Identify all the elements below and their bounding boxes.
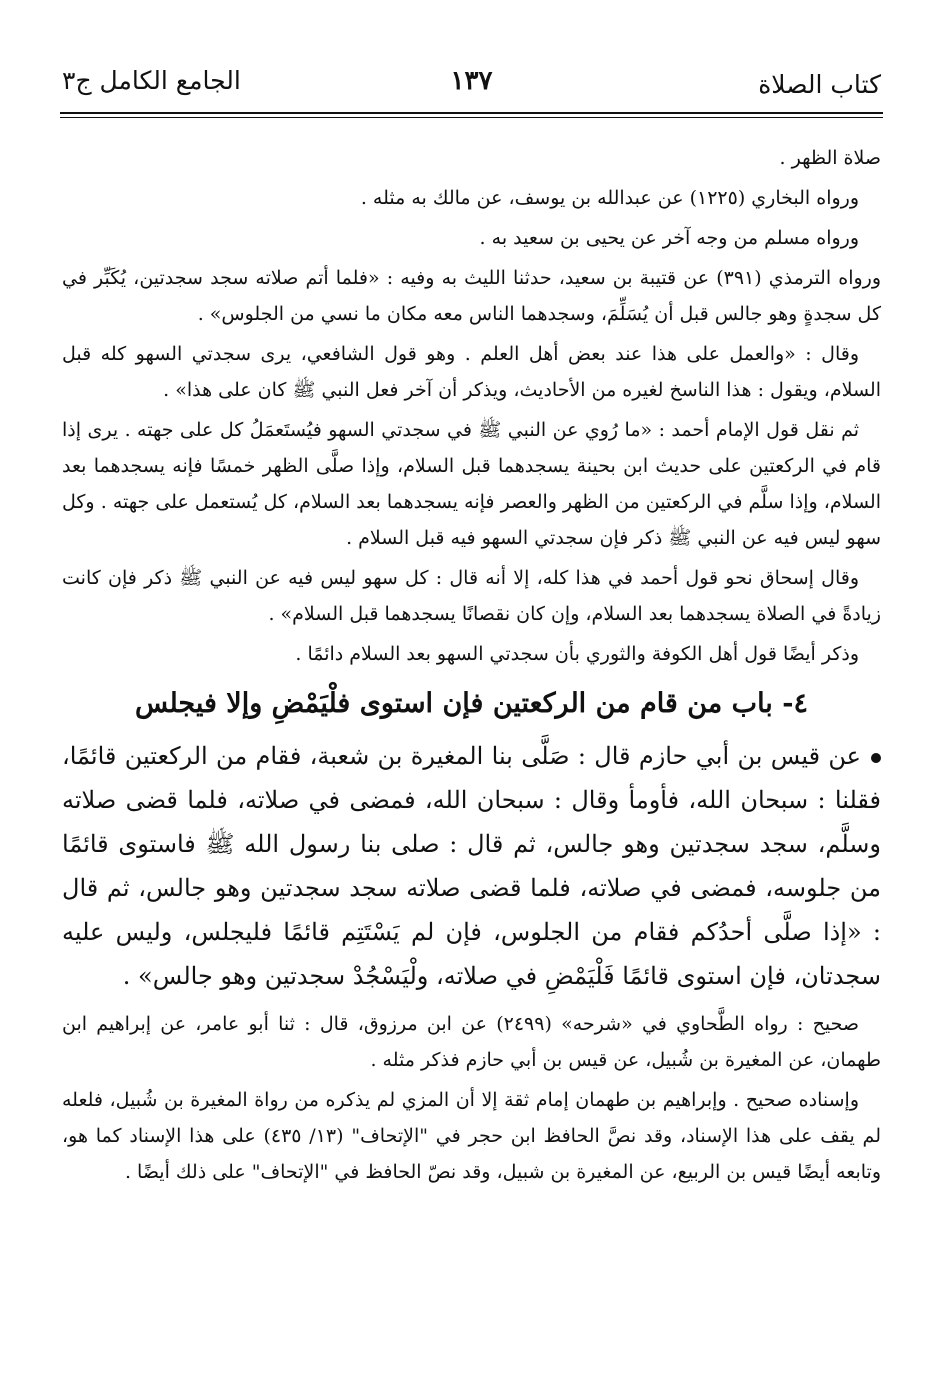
paragraph: ورواه الترمذي (٣٩١) عن قتيبة بن سعيد، حدثنا الليث به وفيه : «فلما أتم صلاته سجد سجدتين، يُكَبِّر في كل سجدةٍ وهو جالس قبل أن يُسَلِّمَ، وسجدهما الناس معه مكان ما نسي من الجلوس» . (62, 267, 881, 325)
chapter-heading: ٤- باب من قام من الركعتين فإن استوى فلْيَمْضِ وإلا فيجلس (135, 688, 808, 719)
page-number: ١٣٧ (450, 66, 493, 96)
bullet-icon (871, 753, 881, 763)
note-paragraph: صحيح : رواه الطَّحاوي في «شرحه» (٢٤٩٩) عن ابن مرزوق، قال : ثنا أبو عامر، عن إبراهيم ابن طهمان، عن المغيرة بن شُبيل، عن قيس بن أبي حازم فذكر مثله . (62, 1013, 881, 1071)
paragraph: وذكر أيضًا قول أهل الكوفة والثوري بأن سجدتي السهو بعد السلام دائمًا . (295, 643, 859, 665)
hadith-text-block (62, 734, 881, 998)
header-rule-thin (60, 117, 883, 118)
paragraph: ورواه البخاري (١٢٢٥) عن عبدالله بن يوسف، عن مالك به مثله . (360, 187, 859, 209)
paragraph: وقال إسحاق نحو قول أحمد في هذا كله، إلا أنه قال : كل سهو ليس فيه عن النبي ﷺ ذكر فإن كانت زيادةً في الصلاة يسجدهما بعد السلام، وإن كان نقصانًا يسجدهما قبل السلام» . (62, 567, 881, 625)
paragraph: ثم نقل قول الإمام أحمد : «ما رُوي عن النبي ﷺ في سجدتي السهو فيُستَعمَلُ كل على جهته . يرى إذا قام في الركعتين على حديث ابن بحينة يسجدهما قبل السلام، وإذا صلَّى الظهر خمسًا فإنه يسجدهما بعد السلام، وإذا سلَّم في الركعتين من الظهر والعصر فإنه يسجدهما بعد السلام، كل يُستعمل على جهته . وكل سهو ليس فيه عن النبي ﷺ ذكر فإن سجدتي السهو فيه قبل السلام . (62, 419, 881, 549)
hadith-text: عن قيس بن أبي حازم قال : صَلَّى بنا المغيرة بن شعبة، فقام من الركعتين قائمًا، فقلنا : سبحان الله، فأومأ وقال : سبحان الله، فمضى في صلاته، فلما قضى صلاته وسلَّم، سجد سجدتين وهو جالس، ثم قال : صلى بنا رسول الله ﷺ فاستوى قائمًا من جلوسه، فمضى في صلاته، فلما قضى صلاته سجد سجدتين وهو جالس، ثم قال : «إذا صلَّى أحدُكم فقام من الجلوس، فإن لم يَسْتَتِم قائمًا فليجلس، وليس عليه سجدتان، فإن استوى قائمًا فَلْيَمْضِ في صلاته، ولْيَسْجُدْ سجدتين وهو جالس» . (62, 742, 881, 990)
paragraph: صلاة الظهر . (779, 147, 881, 169)
running-header (62, 60, 881, 112)
header-book-title: كتاب الصلاة (758, 70, 881, 99)
paragraph: وقال : «والعمل على هذا عند بعض أهل العلم . وهو قول الشافعي، يرى سجدتي السهو كله قبل السلام، ويقول : هذا الناسخ لغيره من الأحاديث، ويذكر أن آخر فعل النبي ﷺ كان على هذا» . (62, 343, 881, 401)
paragraph: ورواه مسلم من وجه آخر عن يحيى بن سعيد به . (479, 227, 859, 249)
page-body (62, 140, 881, 1194)
header-volume-title: الجامع الكامل ج٣ (62, 66, 241, 95)
note-paragraph: وإسناده صحيح . وإبراهيم بن طهمان إمام ثقة إلا أن المزي لم يذكره من رواة المغيرة بن شُبيل، فلعله لم يقف على هذا الإسناد، وقد نصَّ الحافظ ابن حجر في "الإتحاف" (١٣/ ٤٣٥) على هذا الإسناد كما هو، وتابعه أيضًا قيس بن الربيع، عن المغيرة بن شبيل، وقد نصّ الحافظ في "الإتحاف" على ذلك أيضًا . (62, 1089, 881, 1183)
header-rule-thick (60, 112, 883, 114)
